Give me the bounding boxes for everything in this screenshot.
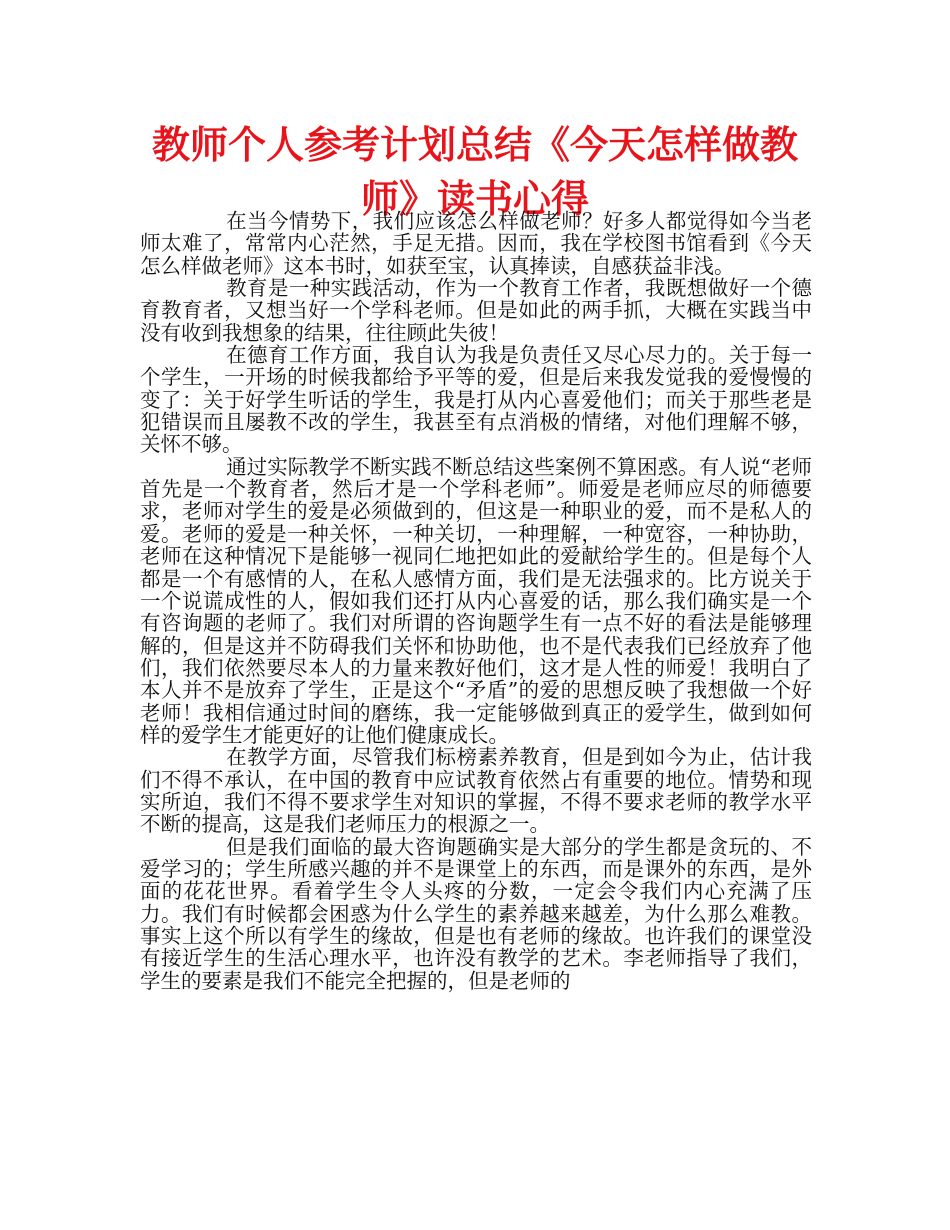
document-title: 教师个人参考计划总结《今天怎样做教师》读书心得 <box>151 123 798 221</box>
paragraph: 教育是一种实践活动，作为一个教育工作者，我既想做好一个德育教育者，又想当好一个学科老师。但是如此的两手抓，大概在实践当中没有收到我想象的结果，往往顾此失彼！ <box>140 276 812 345</box>
paragraph: 在德育工作方面，我自认为我是负责任又尽心尽力的。关于每一个学生，一开场的时候我都给予平等的爱，但是后来我发觉我的爱慢慢的变了：关于好学生听话的学生，我是打从内心喜爱他们；而关于那些老是犯错误而且屡教不改的学生，我甚至有点消极的情绪，对他们理解不够，关怀不够。 <box>140 343 812 457</box>
paragraph: 通过实际教学不断实践不断总结这些案例不算困惑。有人说“老师首先是一个教育者，然后才是一个学科老师”。师爱是老师应尽的师德要求，老师对学生的爱是必须做到的，但这是一种职业的爱，而不是私人的爱。老师的爱是一种关怀，一种关切，一种理解，一种宽容，一种协助，老师在这种情况下是能够一视同仁地把如此的爱献给学生的。但是每个人都是一个有感情的人，在私人感情方面，我们是无法强求的。比方说关于一个说谎成性的人，假如我们还打从内心喜爱的话，那么我们确实是一个有咨询题的老师了。我们对所谓的咨询题学生有一点不好的看法是能够理解的，但是这并不防碍我们关怀和协助他，也不是代表我们已经放弃了他们，我们依然要尽本人的力量来教好他们，这才是人性的师爱！我明白了本人并不是放弃了学生，正是这个“矛盾”的爱的思想反映了我想做一个好老师！我相信通过时间的磨练，我一定能够做到真正的爱学生，做到如何样的爱学生才能更好的让他们健康成长。 <box>140 454 812 747</box>
paragraph: 但是我们面临的最大咨询题确实是大部分的学生都是贪玩的、不爱学习的；学生所感兴趣的并不是课堂上的东西，而是课外的东西，是外面的花花世界。看着学生令人头疼的分数，一定会令我们内心充满了压力。我们有时候都会困惑为什么学生的素养越来越差，为什么那么难教。事实上这个所以有学生的缘故，但是也有老师的缘故。也许我们的课堂没有接近学生的生活心理水平，也许没有教学的艺术。李老师指导了我们，学生的要素是我们不能完全把握的，但是老师的 <box>140 834 812 993</box>
paragraph: 在教学方面，尽管我们标榜素养教育，但是到如今为止，估计我们不得不承认，在中国的教育中应试教育依然占有重要的地位。情势和现实所迫，我们不得不要求学生对知识的掌握，不得不要求老师的教学水平不断的提高，这是我们老师压力的根源之一。 <box>140 745 812 837</box>
paragraph: 在当今情势下，我们应该怎么样做老师？好多人都觉得如今当老师太难了，常常内心茫然，手足无措。因而，我在学校图书馆看到《今天怎么样做老师》这本书时，如获至宝，认真捧读，自感获益非浅。 <box>140 209 812 278</box>
document-body <box>140 210 812 992</box>
